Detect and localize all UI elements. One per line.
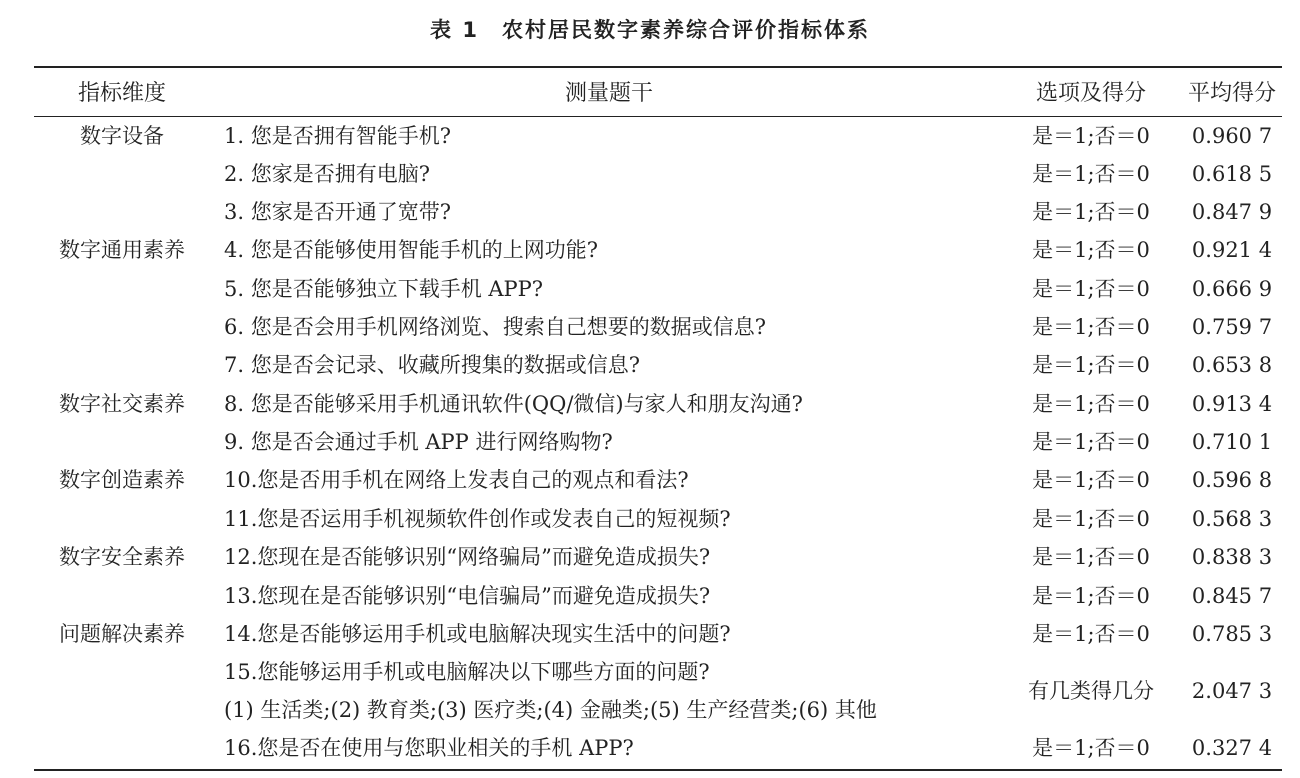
row-options: 是＝1;否＝0 [1032, 468, 1150, 492]
row-dimension: 数字通用素养 [59, 238, 185, 262]
row-options: 是＝1;否＝0 [1032, 353, 1150, 377]
row-options: 是＝1;否＝0 [1032, 507, 1150, 531]
row-question: 11.您是否运用手机视频软件创作或发表自己的短视频? [224, 507, 731, 531]
row-average: 0.618 5 [1191, 162, 1273, 186]
row-dimension: 数字社交素养 [59, 392, 185, 416]
row-question: 6. 您是否会用手机网络浏览、搜索自己想要的数据或信息? [224, 315, 766, 339]
row-options: 是＝1;否＝0 [1032, 430, 1150, 454]
row-question: 3. 您家是否开通了宽带? [224, 200, 451, 224]
row-question: 16.您是否在使用与您职业相关的手机 APP? [224, 736, 634, 760]
header-options: 选项及得分 [1035, 81, 1146, 106]
row-question: 5. 您是否能够独立下载手机 APP? [224, 277, 544, 301]
row-average: 0.327 4 [1191, 736, 1273, 760]
row-options: 是＝1;否＝0 [1032, 315, 1150, 339]
row-options: 有几类得几分 [1028, 679, 1154, 703]
top-rule [34, 66, 1282, 68]
header-question: 测量题干 [564, 81, 653, 106]
header-average: 平均得分 [1187, 81, 1276, 106]
row-question: 1. 您是否拥有智能手机? [224, 124, 451, 148]
row-question: 15.您能够运用手机或电脑解决以下哪些方面的问题? [224, 660, 710, 684]
row-question: 10.您是否用手机在网络上发表自己的观点和看法? [224, 468, 689, 492]
row-options: 是＝1;否＝0 [1032, 162, 1150, 186]
row-average: 0.785 3 [1191, 622, 1273, 646]
row-dimension: 数字创造素养 [59, 468, 185, 492]
row-average: 0.759 7 [1191, 315, 1273, 339]
row-question: 14.您是否能够运用手机或电脑解决现实生活中的问题? [224, 622, 731, 646]
row-options: 是＝1;否＝0 [1032, 392, 1150, 416]
row-options: 是＝1;否＝0 [1032, 277, 1150, 301]
row-average: 0.710 1 [1191, 430, 1273, 454]
row-question: 8. 您是否能够采用手机通讯软件(QQ/微信)与家人和朋友沟通? [224, 392, 803, 416]
row-options: 是＝1;否＝0 [1032, 584, 1150, 608]
row-average: 0.913 4 [1191, 392, 1273, 416]
header-dimension: 指标维度 [77, 81, 166, 106]
row-average: 0.845 7 [1191, 584, 1273, 608]
row-question: 12.您现在是否能够识别“网络骗局”而避免造成损失? [224, 545, 711, 569]
row-question-line2: (1) 生活类;(2) 教育类;(3) 医疗类;(4) 金融类;(5) 生产经营类;(6) 其他 [224, 698, 877, 722]
row-question: 7. 您是否会记录、收藏所搜集的数据或信息? [224, 353, 640, 377]
table-caption: 表 1 农村居民数字素养综合评价指标体系 [430, 18, 870, 42]
row-average: 0.666 9 [1191, 277, 1273, 301]
row-question: 4. 您是否能够使用智能手机的上网功能? [224, 238, 598, 262]
bottom-rule [34, 769, 1282, 771]
row-dimension: 问题解决素养 [59, 622, 185, 646]
row-question: 13.您现在是否能够识别“电信骗局”而避免造成损失? [224, 584, 711, 608]
row-average: 2.047 3 [1191, 679, 1273, 703]
header-rule [34, 116, 1282, 117]
row-average: 0.596 8 [1191, 468, 1273, 492]
row-average: 0.568 3 [1191, 507, 1273, 531]
row-average: 0.847 9 [1191, 200, 1273, 224]
row-options: 是＝1;否＝0 [1032, 622, 1150, 646]
row-dimension: 数字设备 [80, 124, 164, 148]
row-options: 是＝1;否＝0 [1032, 200, 1150, 224]
row-dimension: 数字安全素养 [59, 545, 185, 569]
row-question: 2. 您家是否拥有电脑? [224, 162, 430, 186]
row-question: 9. 您是否会通过手机 APP 进行网络购物? [224, 430, 613, 454]
row-options: 是＝1;否＝0 [1032, 545, 1150, 569]
row-average: 0.653 8 [1191, 353, 1273, 377]
row-average: 0.838 3 [1191, 545, 1273, 569]
row-options: 是＝1;否＝0 [1032, 124, 1150, 148]
row-average: 0.960 7 [1191, 124, 1273, 148]
row-options: 是＝1;否＝0 [1032, 736, 1150, 760]
row-options: 是＝1;否＝0 [1032, 238, 1150, 262]
row-average: 0.921 4 [1191, 238, 1273, 262]
